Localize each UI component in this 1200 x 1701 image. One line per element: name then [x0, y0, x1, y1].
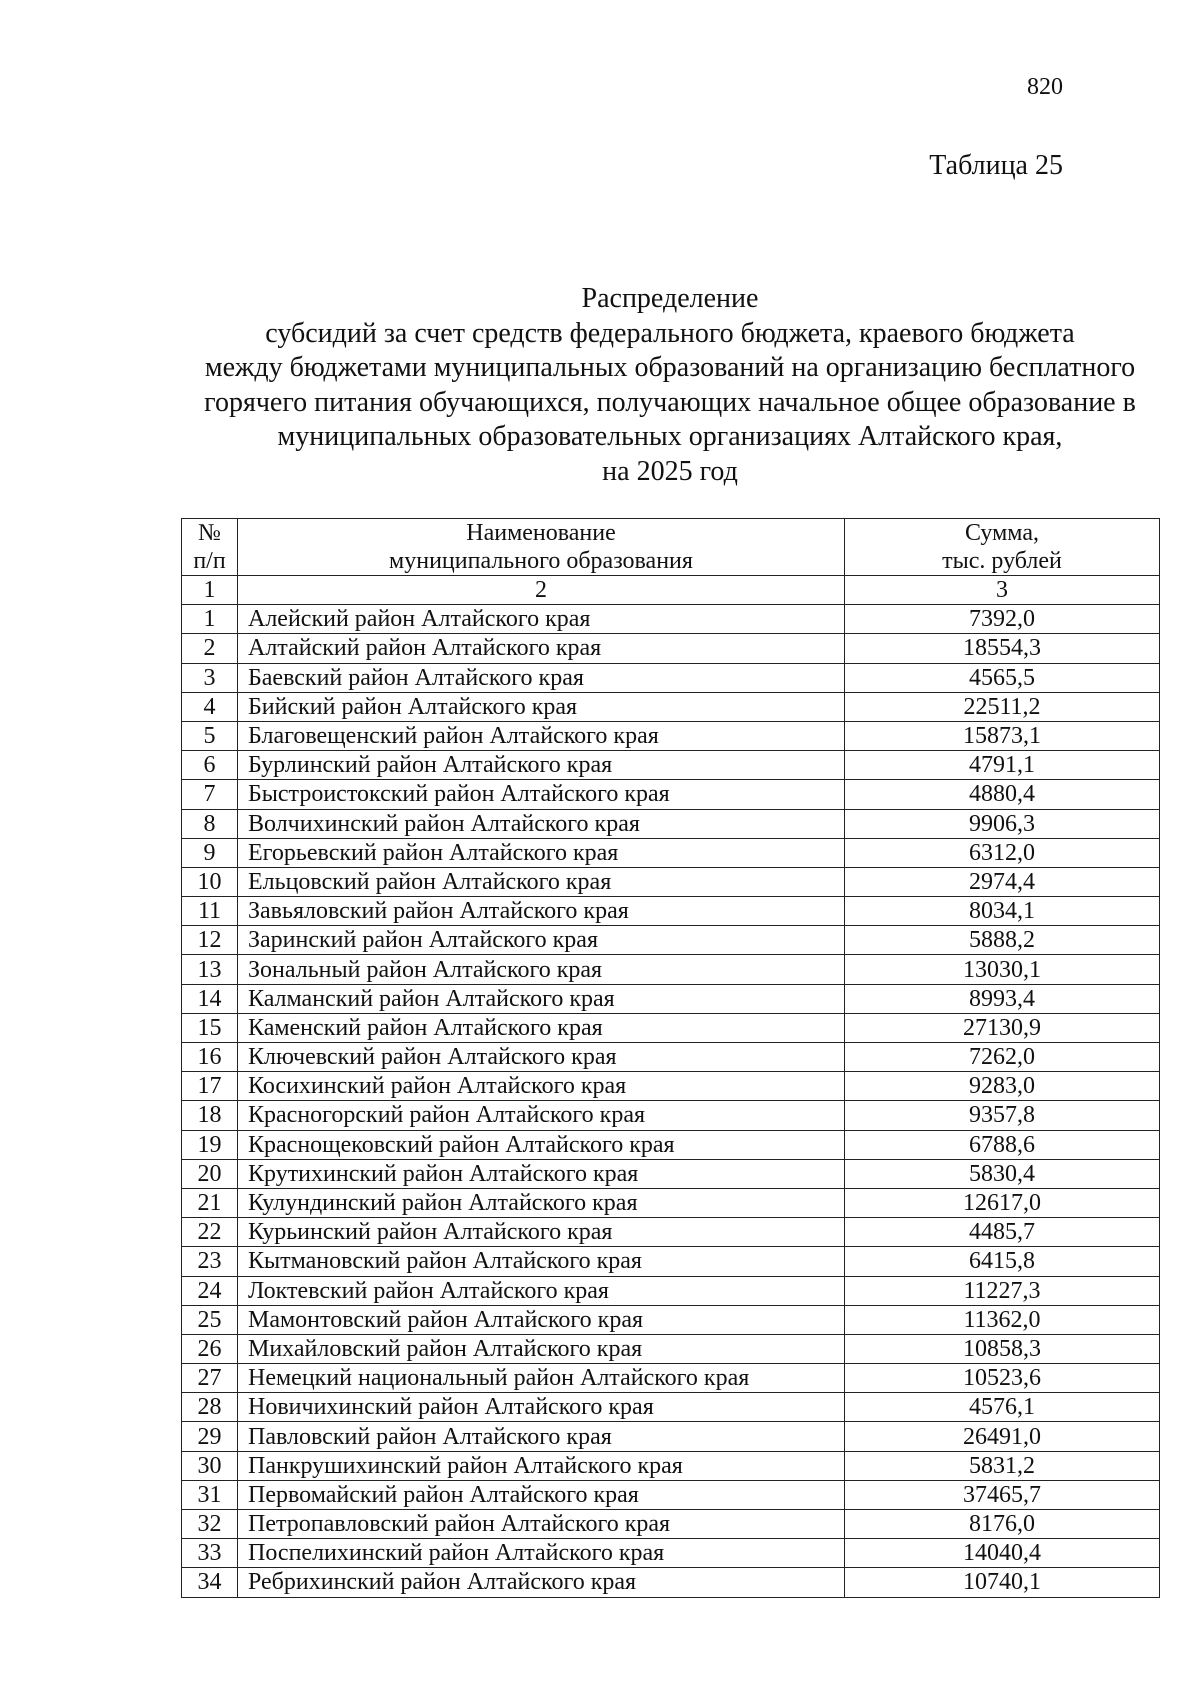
column-number: 3 — [845, 576, 1160, 605]
municipality-name: Бийский район Алтайского края — [238, 692, 845, 721]
row-number: 25 — [182, 1305, 238, 1334]
table-row — [182, 897, 1160, 926]
municipality-name: Заринский район Алтайского края — [238, 926, 845, 955]
row-number: 2 — [182, 634, 238, 663]
subsidy-amount: 7392,0 — [845, 605, 1160, 634]
municipality-name: Калманский район Алтайского края — [238, 984, 845, 1013]
municipality-name: Ельцовский район Алтайского края — [238, 867, 845, 896]
column-number: 2 — [238, 576, 845, 605]
municipality-name: Баевский район Алтайского края — [238, 663, 845, 692]
table-row — [182, 692, 1160, 721]
table-row — [182, 780, 1160, 809]
header-amount-line2: тыс. рублей — [942, 548, 1062, 574]
municipality-name: Каменский район Алтайского края — [238, 1013, 845, 1042]
table-row — [182, 1130, 1160, 1159]
row-number: 5 — [182, 721, 238, 750]
subsidy-amount: 15873,1 — [845, 721, 1160, 750]
subsidy-amount: 5831,2 — [845, 1451, 1160, 1480]
subsidy-amount: 5888,2 — [845, 926, 1160, 955]
municipality-name: Локтевский район Алтайского края — [238, 1276, 845, 1305]
subsidy-amount: 9357,8 — [845, 1101, 1160, 1130]
header-name-line2: муниципального образования — [389, 548, 693, 574]
title-line: между бюджетами муниципальных образований на организацию бесплатного — [204, 352, 1136, 383]
row-number: 32 — [182, 1510, 238, 1539]
table-row — [182, 926, 1160, 955]
municipality-name: Панкрушихинский район Алтайского края — [238, 1451, 845, 1480]
subsidy-amount: 4565,5 — [845, 663, 1160, 692]
table-row — [182, 984, 1160, 1013]
table-row — [182, 1101, 1160, 1130]
subsidy-amount: 27130,9 — [845, 1013, 1160, 1042]
row-number: 8 — [182, 809, 238, 838]
subsidy-amount: 10858,3 — [845, 1334, 1160, 1363]
subsidy-amount: 4485,7 — [845, 1218, 1160, 1247]
table-row — [182, 1188, 1160, 1217]
subsidy-amount: 6415,8 — [845, 1247, 1160, 1276]
municipality-name: Петропавловский район Алтайского края — [238, 1510, 845, 1539]
municipality-name: Мамонтовский район Алтайского края — [238, 1305, 845, 1334]
subsidy-amount: 37465,7 — [845, 1480, 1160, 1509]
row-number: 1 — [182, 605, 238, 634]
table-body — [182, 605, 1160, 1597]
table-row — [182, 1013, 1160, 1042]
row-number: 3 — [182, 663, 238, 692]
subsidy-amount: 4576,1 — [845, 1393, 1160, 1422]
row-number: 10 — [182, 867, 238, 896]
subsidy-amount: 10523,6 — [845, 1364, 1160, 1393]
row-number: 28 — [182, 1393, 238, 1422]
table-row — [182, 1043, 1160, 1072]
municipality-name: Крутихинский район Алтайского края — [238, 1159, 845, 1188]
table-row — [182, 1451, 1160, 1480]
municipality-name: Кытмановский район Алтайского края — [238, 1247, 845, 1276]
municipality-name: Бурлинский район Алтайского края — [238, 751, 845, 780]
row-number: 4 — [182, 692, 238, 721]
header-amount — [845, 519, 1160, 576]
municipality-name: Зональный район Алтайского края — [238, 955, 845, 984]
subsidy-amount: 11227,3 — [845, 1276, 1160, 1305]
subsidy-amount: 8034,1 — [845, 897, 1160, 926]
document-title — [170, 282, 1170, 489]
row-number: 27 — [182, 1364, 238, 1393]
municipality-name: Краснощековский район Алтайского края — [238, 1130, 845, 1159]
municipality-name: Кулундинский район Алтайского края — [238, 1188, 845, 1217]
subsidy-amount: 9283,0 — [845, 1072, 1160, 1101]
subsidy-amount: 4880,4 — [845, 780, 1160, 809]
row-number: 9 — [182, 838, 238, 867]
row-number: 23 — [182, 1247, 238, 1276]
subsidy-amount: 10740,1 — [845, 1568, 1160, 1597]
row-number: 26 — [182, 1334, 238, 1363]
table-row — [182, 838, 1160, 867]
municipality-name: Косихинский район Алтайского края — [238, 1072, 845, 1101]
table-row — [182, 1218, 1160, 1247]
table-row — [182, 1364, 1160, 1393]
subsidy-amount: 5830,4 — [845, 1159, 1160, 1188]
municipality-name: Волчихинский район Алтайского края — [238, 809, 845, 838]
table-row — [182, 1480, 1160, 1509]
municipality-name: Михайловский район Алтайского края — [238, 1334, 845, 1363]
row-number: 29 — [182, 1422, 238, 1451]
column-number: 1 — [182, 576, 238, 605]
title-line: горячего питания обучающихся, получающих начальное общее образование в — [204, 386, 1136, 418]
title-line: субсидий за счет средств федерального бюджета, краевого бюджета — [265, 317, 1075, 349]
row-number: 18 — [182, 1101, 238, 1130]
distribution-table — [181, 518, 1160, 1598]
municipality-name: Ключевский район Алтайского края — [238, 1043, 845, 1072]
subsidy-amount: 8176,0 — [845, 1510, 1160, 1539]
table-row — [182, 1072, 1160, 1101]
row-number: 6 — [182, 751, 238, 780]
row-number: 7 — [182, 780, 238, 809]
row-number: 15 — [182, 1013, 238, 1042]
column-number-row — [182, 576, 1160, 605]
subsidy-amount: 9906,3 — [845, 809, 1160, 838]
table-row — [182, 1539, 1160, 1568]
municipality-name: Егорьевский район Алтайского края — [238, 838, 845, 867]
row-number: 20 — [182, 1159, 238, 1188]
subsidy-amount: 4791,1 — [845, 751, 1160, 780]
subsidy-amount: 11362,0 — [845, 1305, 1160, 1334]
row-number: 22 — [182, 1218, 238, 1247]
table-row — [182, 721, 1160, 750]
subsidy-amount: 26491,0 — [845, 1422, 1160, 1451]
header-number-line2: п/п — [193, 548, 226, 574]
municipality-name: Завьяловский район Алтайского края — [238, 897, 845, 926]
row-number: 17 — [182, 1072, 238, 1101]
subsidy-amount: 22511,2 — [845, 692, 1160, 721]
table-row — [182, 663, 1160, 692]
page-number: 820 — [1027, 74, 1063, 100]
row-number: 11 — [182, 897, 238, 926]
table-row — [182, 751, 1160, 780]
title-line: Распределение — [581, 283, 759, 314]
row-number: 24 — [182, 1276, 238, 1305]
municipality-name: Поспелихинский район Алтайского края — [238, 1539, 845, 1568]
subsidy-amount: 8993,4 — [845, 984, 1160, 1013]
table-row — [182, 867, 1160, 896]
municipality-name: Первомайский район Алтайского края — [238, 1480, 845, 1509]
subsidy-amount: 14040,4 — [845, 1539, 1160, 1568]
municipality-name: Алейский район Алтайского края — [238, 605, 845, 634]
subsidy-amount: 6788,6 — [845, 1130, 1160, 1159]
row-number: 30 — [182, 1451, 238, 1480]
header-number-line1: № — [198, 520, 221, 546]
table-row — [182, 634, 1160, 663]
row-number: 16 — [182, 1043, 238, 1072]
table-row — [182, 955, 1160, 984]
table-row — [182, 605, 1160, 634]
row-number: 33 — [182, 1539, 238, 1568]
table-row — [182, 1393, 1160, 1422]
municipality-name: Красногорский район Алтайского края — [238, 1101, 845, 1130]
municipality-name: Благовещенский район Алтайского края — [238, 721, 845, 750]
table-row — [182, 1276, 1160, 1305]
municipality-name: Павловский район Алтайского края — [238, 1422, 845, 1451]
header-number — [182, 519, 238, 576]
row-number: 14 — [182, 984, 238, 1013]
row-number: 19 — [182, 1130, 238, 1159]
municipality-name: Быстроистокский район Алтайского края — [238, 780, 845, 809]
municipality-name: Немецкий национальный район Алтайского края — [238, 1364, 845, 1393]
row-number: 31 — [182, 1480, 238, 1509]
table-row — [182, 1305, 1160, 1334]
table-row — [182, 1568, 1160, 1597]
table-row — [182, 809, 1160, 838]
subsidy-amount: 12617,0 — [845, 1188, 1160, 1217]
subsidy-amount: 18554,3 — [845, 634, 1160, 663]
table-row — [182, 1159, 1160, 1188]
subsidy-amount: 13030,1 — [845, 955, 1160, 984]
municipality-name: Новичихинский район Алтайского края — [238, 1393, 845, 1422]
subsidy-amount: 6312,0 — [845, 838, 1160, 867]
table-row — [182, 1247, 1160, 1276]
row-number: 12 — [182, 926, 238, 955]
table-label: Таблица 25 — [929, 150, 1063, 181]
title-line: муниципальных образовательных организациях Алтайского края, — [277, 421, 1063, 452]
municipality-name: Курьинский район Алтайского края — [238, 1218, 845, 1247]
row-number: 13 — [182, 955, 238, 984]
municipality-name: Алтайский район Алтайского края — [238, 634, 845, 663]
row-number: 21 — [182, 1188, 238, 1217]
subsidy-amount: 2974,4 — [845, 867, 1160, 896]
row-number: 34 — [182, 1568, 238, 1597]
header-name-line1: Наименование — [466, 520, 616, 546]
table-row — [182, 1422, 1160, 1451]
header-amount-line1: Сумма, — [965, 520, 1039, 546]
title-line: на 2025 год — [602, 455, 738, 487]
table-row — [182, 1334, 1160, 1363]
header-name — [238, 519, 845, 576]
subsidy-amount: 7262,0 — [845, 1043, 1160, 1072]
table-row — [182, 1510, 1160, 1539]
table-header-row — [182, 519, 1160, 576]
municipality-name: Ребрихинский район Алтайского края — [238, 1568, 845, 1597]
